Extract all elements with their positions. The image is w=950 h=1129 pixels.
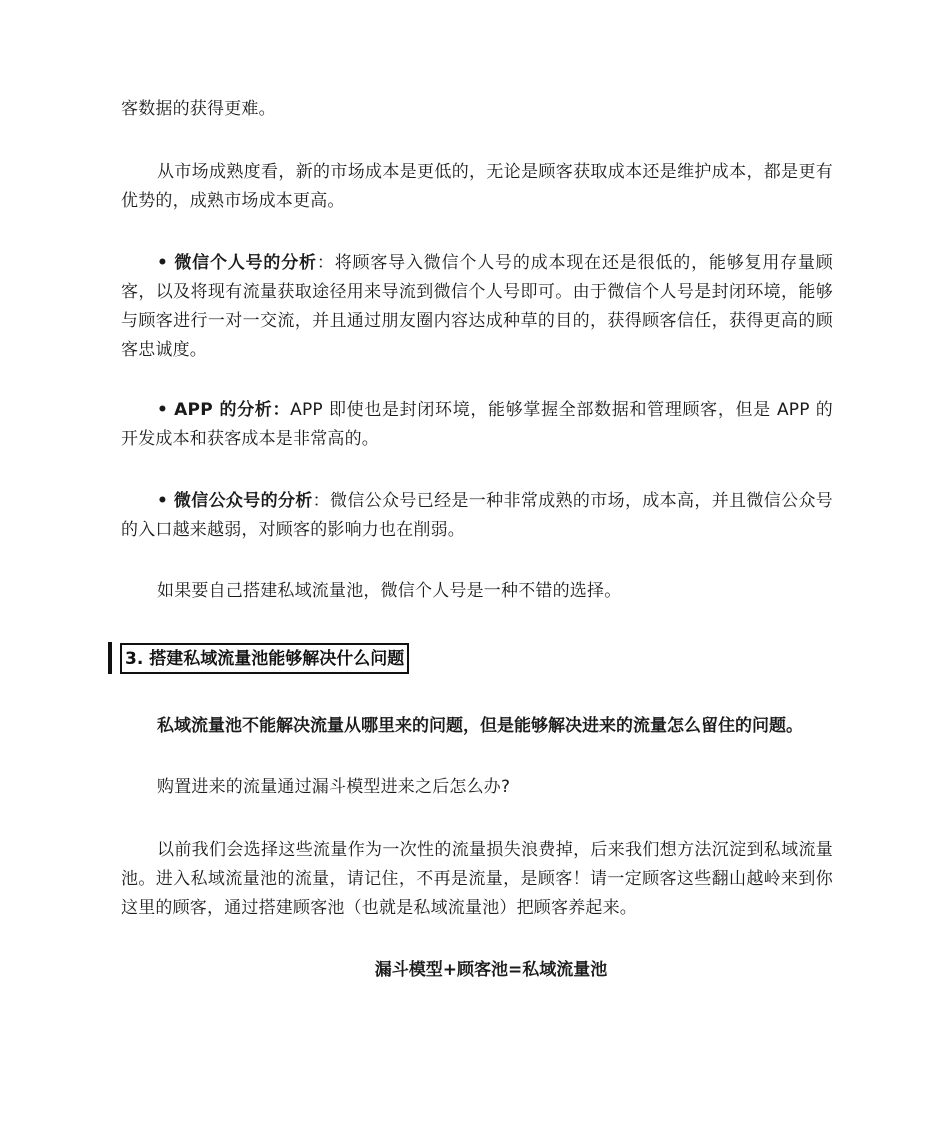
paragraph-continuation: 客数据的获得更难。: [121, 99, 276, 119]
section-heading: [108, 642, 409, 674]
paragraph-wechat-personal-analysis: [121, 249, 833, 365]
paragraph-explanation: 以前我们会选择这些流量作为一次性的流量损失浪费掉，后来我们想方法沉淀到私域流量池。进入私域流量池的流量，请记住，不再是流量，是顾客！请一定顾客这些翻山越岭来到你这里的顾客，通过搭建顾客池（也就是私域流量池）把顾客养起来。: [121, 840, 833, 918]
paragraph-key-point: 私域流量池不能解决流量从哪里来的问题，但是能够解决进来的流量怎么留住的问题。: [157, 716, 803, 736]
heading-title: 3. 搭建私域流量池能够解决什么问题: [120, 643, 409, 674]
bullet-dot: •: [157, 400, 169, 420]
paragraph-question: 购置进来的流量通过漏斗模型进来之后怎么办?: [157, 777, 511, 797]
paragraph-conclusion: 如果要自己搭建私域流量池，微信个人号是一种不错的选择。: [157, 581, 622, 601]
app-text: APP 即使也是封闭环境，能够掌握全部数据和管理顾客，但是 APP 的开发成本和获客成本是非常高的。: [121, 400, 833, 449]
app-label: APP 的分析：: [174, 400, 291, 420]
wechat-personal-label: 微信个人号的分析: [174, 253, 317, 273]
formula-line: 漏斗模型+顾客池=私域流量池: [374, 960, 608, 980]
wechat-personal-text: ：将顾客导入微信个人号的成本现在还是很低的，能够复用存量顾客，以及将现有流量获取途径用来导流到微信个人号即可。由于微信个人号是封闭环境，能够与顾客进行一对一交流，并且通过朋友圈内容达成种草的目的，获得顾客信任，获得更高的顾客忠诚度。: [121, 253, 833, 360]
bullet-dot: •: [157, 253, 169, 273]
wechat-official-text: ：微信公众号已经是一种非常成熟的市场，成本高，并且微信公众号的入口越来越弱，对顾客的影响力也在削弱。: [121, 491, 834, 540]
paragraph-app-analysis: [121, 396, 833, 454]
wechat-official-label: 微信公众号的分析: [173, 491, 313, 511]
heading-bar: [108, 642, 112, 674]
paragraph-market-maturity: 从市场成熟度看，新的市场成本是更低的，无论是顾客获取成本还是维护成本，都是更有优势的，成熟市场成本更高。: [121, 162, 833, 211]
bullet-dot: •: [157, 491, 169, 511]
paragraph-wechat-official-analysis: [121, 487, 833, 545]
